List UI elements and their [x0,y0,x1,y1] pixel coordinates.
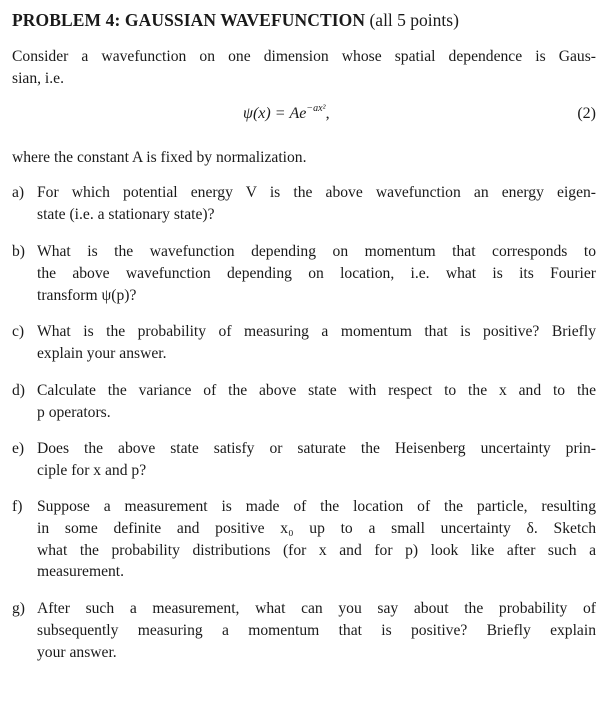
question-line: p operators. [37,403,111,421]
intro-line-2: sian, i.e. [12,69,64,87]
problem-title [12,9,596,31]
question-line: your answer. [37,643,117,661]
question-line: For which potential energy V is the above wavefunction an energy eigen- [37,184,596,201]
question-g [12,598,596,663]
question-f [12,496,596,583]
problem-intro [12,46,596,89]
equation [243,105,330,123]
equation-trail: , [325,105,330,122]
question-line: explain your answer. [37,344,167,362]
question-line: What is the probability of measuring a momentum that is positive? Briefly [37,323,596,340]
question-d [12,380,596,424]
question-line: What is the wavefunction depending on momentum that corresponds to [37,243,596,260]
question-label: f) [12,498,23,515]
problem-heading: PROBLEM 4: GAUSSIAN WAVEFUNCTION [12,10,366,30]
question-b [12,241,596,306]
question-label: g) [12,600,25,617]
question-line: measurement. [37,563,125,581]
question-line: transform ψ(p)? [37,286,137,304]
question-line: in some definite and positive x₀ up to a small uncertainty δ. Sketch [37,519,596,537]
question-c [12,321,596,365]
question-line: After such a measurement, what can you say about the probability of [37,600,596,617]
equation-exponent: −ax² [306,103,326,114]
equation-block [12,105,596,133]
normalization-note: where the constant A is fixed by normalization. [12,149,307,166]
question-line: subsequently measuring a momentum that is positive? Briefly explain [37,621,596,639]
question-label: d) [12,382,25,399]
question-line: what the probability distributions (for x and for p) look like after such a [37,541,596,559]
question-e [12,438,596,482]
question-label: e) [12,440,25,457]
equation-number: (2) [577,105,596,122]
question-line: the above wavefunction depending on location, i.e. what is its Fourier [37,264,596,282]
question-a [12,182,596,226]
equation-lhs: ψ(x) = Ae [243,105,307,122]
intro-line-1: Consider a wavefunction on one dimension whose spatial dependence is Gaus- [12,48,596,65]
question-line: Calculate the variance of the above state with respect to the x and to the [37,382,596,399]
question-line: Suppose a measurement is made of the location of the particle, resulting [37,498,596,515]
question-line: Does the above state satisfy or saturate the Heisenberg uncertainty prin- [37,440,596,457]
question-label: b) [12,243,25,260]
question-line: ciple for x and p? [37,461,147,479]
problem-points: (all 5 points) [369,10,459,30]
question-line: state (i.e. a stationary state)? [37,205,215,223]
question-label: a) [12,184,25,201]
question-label: c) [12,323,25,340]
